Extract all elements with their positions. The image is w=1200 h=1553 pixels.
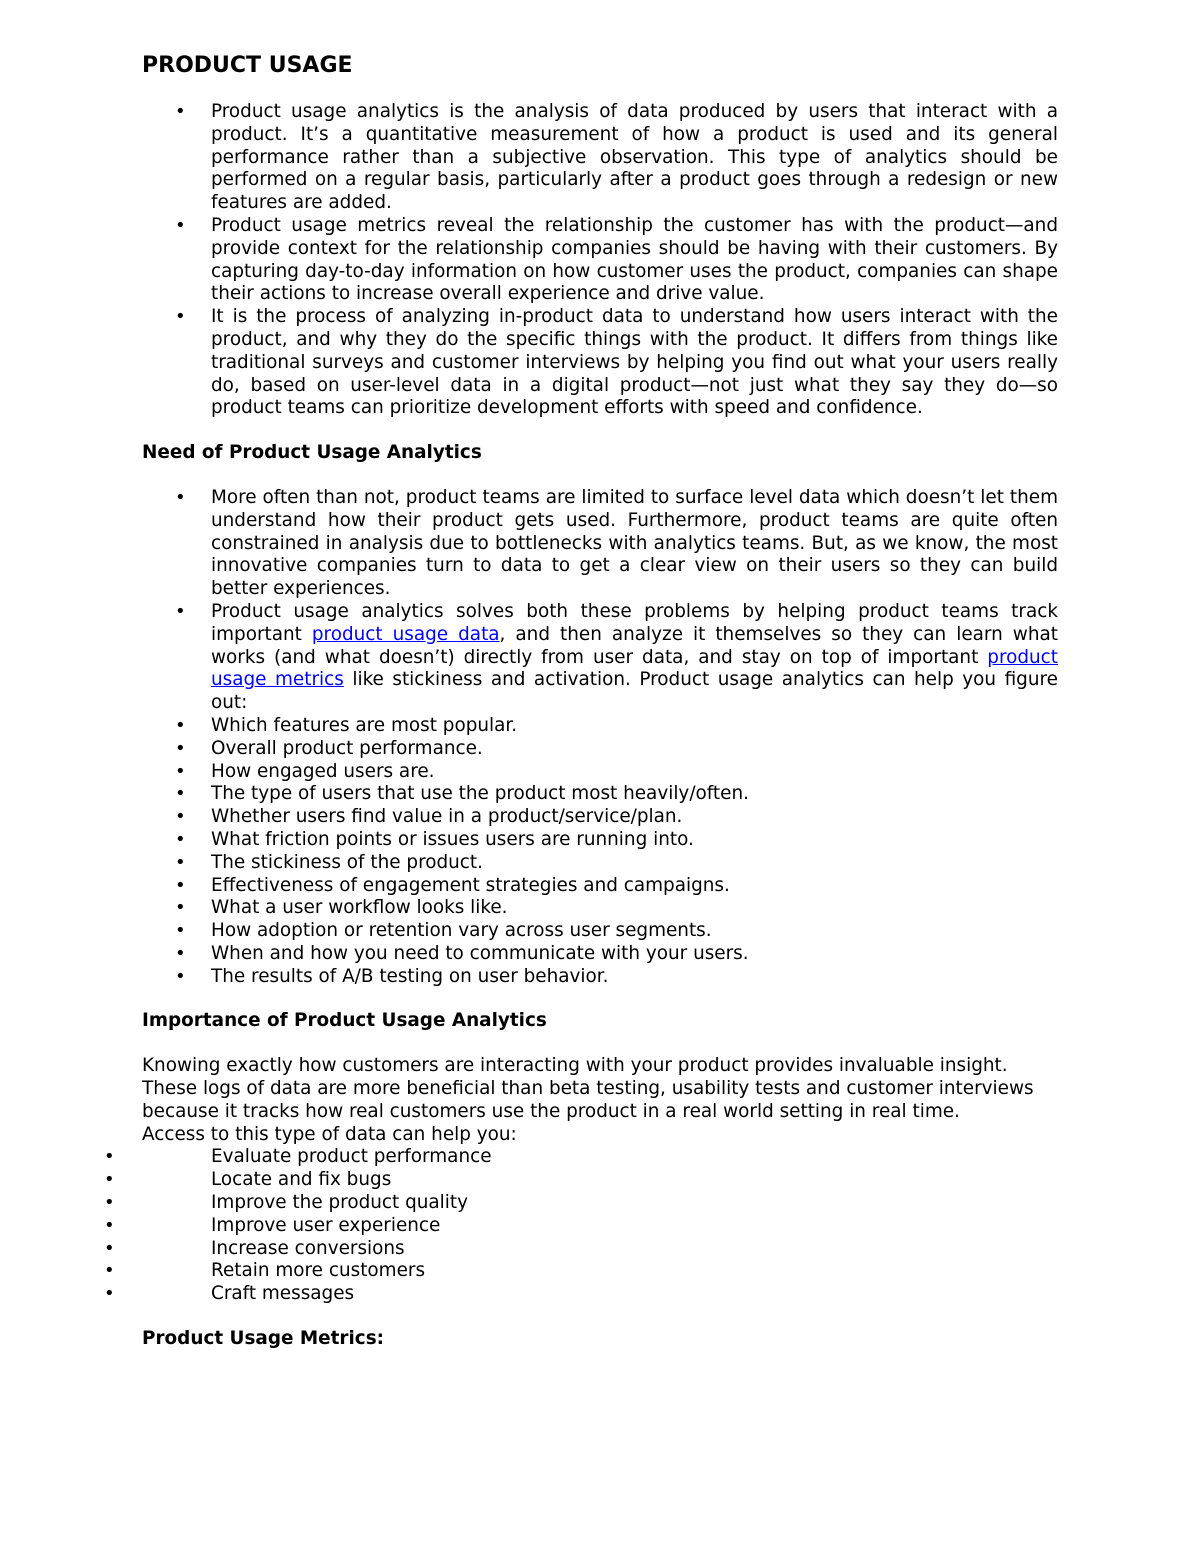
list-item [142,783,1058,806]
list-item [104,1169,1058,1192]
product-usage-metrics-link[interactable]: product usage metrics [211,646,1058,691]
list-item [104,1237,1058,1261]
bullet-icon: • [175,965,186,987]
list-item-text: The results of A/B testing on user behavior. [211,965,609,987]
list-item [142,897,1058,920]
list-item-text: Evaluate product performance [211,1146,492,1168]
bullet-icon: • [104,1214,115,1236]
list-item [104,1283,1058,1306]
product-usage-data-link[interactable]: product usage data [311,623,500,645]
list-item-text: like stickiness and activation. Product usage analytics can help you figure out: [211,669,1058,714]
bullet-icon: • [104,1192,115,1214]
list-item [142,306,1058,420]
list-item [104,1260,1058,1283]
bullet-icon: • [175,760,186,782]
bullet-icon: • [175,486,186,508]
bullet-icon: • [104,1283,115,1305]
bullet-icon: • [104,1146,115,1168]
section-heading-need: Need of Product Usage Analytics [142,442,482,464]
list-item-text: Product usage metrics reveal the relationship the customer has with the product—and provide context for the relationship companies should be having with their customers. By capturing day-to-day information on how customer uses the product, companies can shape their actions to increase overall experience and drive value. [211,214,1058,305]
document-title: PRODUCT USAGE [142,53,353,78]
bullet-icon: • [104,1169,115,1191]
list-item-text: What friction points or issues users are running into. [211,828,694,850]
bullet-icon: • [175,897,186,919]
list-item-text: Craft messages [211,1283,355,1305]
list-item-text: Effectiveness of engagement strategies and campaigns. [211,874,730,896]
bullet-icon: • [175,306,186,328]
list-item [142,715,1058,738]
list-item-text: More often than not, product teams are limited to surface level data which doesn’t let them understand how their product gets used. Furthermore, product teams are quite often constrained in analysis due to bottlenecks with analytics teams. But, as we know, the most innovative companies turn to data to get a clear view on their users so they can build better experiences. [211,486,1058,600]
list-item [142,920,1058,943]
list-item [142,943,1058,966]
bullet-icon: • [175,828,186,850]
list-item-text: When and how you need to communicate with your users. [211,942,749,964]
bullet-icon: • [175,737,186,759]
list-item-text: Product usage analytics solves both these problems by helping product teams track important [211,600,1058,645]
list-item [142,806,1058,829]
list-item [142,875,1058,898]
list-item [142,601,1058,715]
benefits-list [104,1146,1058,1306]
importance-lead: Access to this type of data can help you: [142,1123,517,1145]
document-body [104,52,1058,1351]
need-list [142,487,1058,989]
bullet-icon: • [175,874,186,896]
bullet-icon: • [175,783,186,805]
list-item-text: What a user workflow looks like. [211,897,508,919]
list-item [142,761,1058,784]
list-item [142,487,1058,601]
list-item-text: Locate and fix bugs [211,1169,392,1191]
bullet-icon: • [175,600,186,622]
bullet-icon: • [175,851,186,873]
list-item-text: Retain more customers [211,1260,426,1282]
list-item-text: Improve the product quality [211,1192,468,1214]
bullet-icon: • [104,1260,115,1282]
list-item [142,852,1058,875]
bullet-icon: • [175,920,186,942]
list-item [142,966,1058,989]
bullet-icon: • [175,714,186,736]
list-item-text: Increase conversions [211,1237,405,1259]
importance-paragraph: Knowing exactly how customers are interacting with your product provides invaluable insight. These logs of data are more beneficial than beta testing, usability tests and customer interviews because it tracks how real customers use the product in a real world setting in real time. [142,1055,1034,1122]
list-item-text: How engaged users are. [211,760,435,782]
list-item-text: The type of users that use the product most heavily/often. [211,783,749,805]
list-item [104,1192,1058,1215]
list-item [104,1146,1058,1169]
list-item [142,738,1058,761]
list-item-text: , and then analyze it themselves so they can learn what works (and what doesn’t) directly from user data, and stay on top of important [211,623,1058,668]
section-heading-metrics: Product Usage Metrics: [142,1328,385,1350]
bullet-icon: • [175,942,186,964]
list-item-text: Overall product performance. [211,737,483,759]
list-item [142,829,1058,852]
section-heading-importance: Importance of Product Usage Analytics [142,1010,547,1032]
bullet-icon: • [175,101,186,122]
list-item-text: Whether users find value in a product/service/plan. [211,806,683,828]
list-item-text: Improve user experience [211,1214,441,1236]
intro-list [142,101,1058,420]
bullet-icon: • [175,214,186,236]
list-item [142,101,1058,215]
list-item-text: Which features are most popular. [211,714,518,736]
list-item-text: It is the process of analyzing in-product data to understand how users interact with the product, and why they do the specific things with the product. It differs from things like traditional surveys and customer interviews by helping you find out what your users really do, based on user-level data in a digital product—not just what they say they do—so product teams can prioritize development efforts with speed and confidence. [211,306,1058,419]
list-item-text: The stickiness of the product. [211,851,483,873]
list-item-text: Product usage analytics is the analysis of data produced by users that interact with a product. It’s a quantitative measurement of how a product is used and its general performance rather than a subjective observation. This type of analytics should be performed on a regular basis, particularly after a product goes through a redesign or new features are added. [211,101,1058,214]
list-item [142,215,1058,306]
bullet-icon: • [175,806,186,828]
list-item [104,1214,1058,1238]
list-item-text: How adoption or retention vary across user segments. [211,920,712,942]
bullet-icon: • [104,1237,115,1259]
